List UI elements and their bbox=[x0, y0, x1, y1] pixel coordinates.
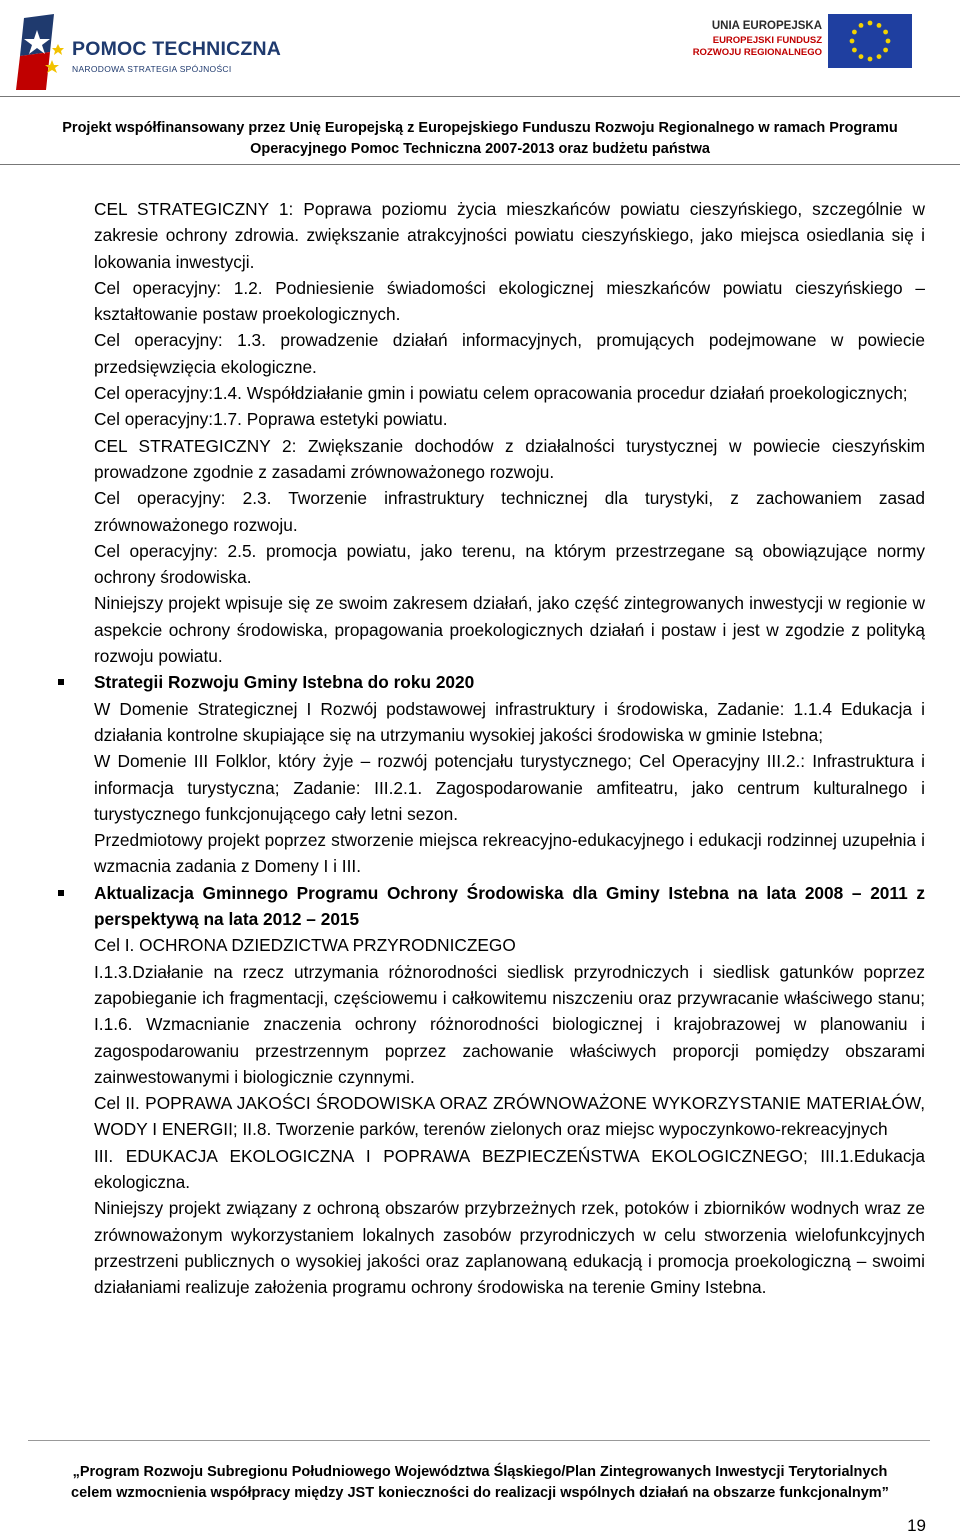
eu-logo-line1: UNIA EUROPEJSKA bbox=[711, 20, 822, 32]
eu-flag-icon bbox=[828, 14, 912, 68]
paragraph: CEL STRATEGICZNY 1: Poprawa poziomu życia mieszkańców powiatu cieszyńskiego, szczególnie w zakresie ochrony zdrowia. zwiększanie atrakcyjności powiatu cieszyńskiego, jako miejsca osiedlania się i lokowania inwestycji. bbox=[94, 199, 925, 272]
paragraph: Cel II. POPRAWA JAKOŚCI ŚRODOWISKA ORAZ ZRÓWNOWAŻONE WYKORZYSTANIE MATERIAŁÓW, WODY I ENERGII; II.8. Tworzenie parków, terenów zielonych oraz miejsc wypoczynkowo-rekreacyjnych bbox=[94, 1093, 925, 1140]
paragraph: W Domenie Strategicznej I Rozwój podstawowej infrastruktury i środowiska, Zadanie: 1.1.4 Edukacja i działania kontrolne skupiające się na utrzymaniu wysokiej jakości środowiska w gminie Istebna; bbox=[94, 698, 925, 745]
paragraph: CEL STRATEGICZNY 2: Zwiększanie dochodów z działalności turystycznej w powiecie cieszyńskim prowadzone zgodnie z zasadami zrównoważonego rozwoju. bbox=[94, 435, 925, 482]
eu-logo bbox=[690, 14, 912, 66]
paragraph: W Domenie III Folklor, który żyje – rozwój potencjału turystycznego; Cel Operacyjny III.2.: Infrastruktura i informacja turystyczna; Zadanie: III.2.1. Zagospodarowanie amfiteatru, jako centrum kulturalnego i turystycznego funkcjonującego cały letni sezon. bbox=[94, 751, 925, 824]
paragraph: Cel operacyjny:1.7. Poprawa estetyki powiatu. bbox=[94, 409, 448, 430]
paragraph: Cel operacyjny: 2.3. Tworzenie infrastruktury technicznej dla turystyki, z zachowaniem zasad zrównoważonego rozwoju. bbox=[94, 488, 925, 535]
footer-line-1: „Program Rozwoju Subregionu Południowego Województwa Śląskiego/Plan Zintegrowanych Inwestycji Terytorialnych bbox=[72, 1464, 888, 1480]
logo-subtitle: NARODOWA STRATEGIA SPÓJNOŚCI bbox=[72, 64, 232, 74]
bullet-heading-text: Strategii Rozwoju Gminy Istebna do roku 2020 bbox=[94, 672, 475, 693]
logo-title: POMOC TECHNICZNA bbox=[72, 38, 282, 60]
page-header bbox=[0, 0, 960, 165]
paragraph: Niniejszy projekt wpisuje się ze swoim zakresem działań, jako część zintegrowanych inwestycji w regionie w aspekcie ochrony środowiska, propagowania proekologicznych działań i postaw i jest w zgodzie z polityką rozwoju powiatu. bbox=[94, 593, 925, 667]
header-line-2: Operacyjnego Pomoc Techniczna 2007-2013 oraz budżetu państwa bbox=[250, 141, 710, 157]
paragraph: Cel operacyjny: 2.5. promocja powiatu, jako terenu, na którym przestrzegane są obowiązujące normy ochrony środowiska. bbox=[94, 540, 925, 588]
page-number: 19 bbox=[907, 1516, 926, 1535]
pomoc-techniczna-logo bbox=[10, 14, 282, 90]
header-divider bbox=[0, 96, 960, 97]
star-flag-icon bbox=[10, 14, 68, 90]
eu-logo-line2: EUROPEJSKI FUNDUSZ bbox=[712, 35, 822, 46]
paragraph: III. EDUKACJA EKOLOGICZNA I POPRAWA BEZPIECZEŃSTWA EKOLOGICZNEGO; III.1.Edukacja ekologiczna. bbox=[94, 1145, 925, 1192]
header-funding-note bbox=[0, 118, 960, 160]
paragraph: Niniejszy projekt związany z ochroną obszarów przybrzeżnych rzek, potoków i zbiorników wodnych wraz ze zrównoważonym wykorzystaniem lokalnych zasobów przyrodniczych w celu stworzenia wielofunkcyjnych przestrzeni publicznych o wysokiej jakości oraz zaplanowaną edukacją i promocja proekologiczną – swoimi działaniami realizuje założenia programu ochrony środowiska na terenie Gminy Istebna. bbox=[94, 1198, 925, 1298]
paragraph: Cel operacyjny:1.4. Współdziałanie gmin i powiatu celem opracowania procedur działań proekologicznych; bbox=[94, 383, 908, 404]
paragraph: Cel operacyjny: 1.2. Podniesienie świadomości ekologicznej mieszkańców powiatu cieszyńskiego – kształtowanie postaw proekologicznych. bbox=[94, 277, 925, 325]
footer-divider bbox=[28, 1440, 930, 1441]
bullet-heading bbox=[94, 669, 925, 695]
paragraph: Przedmiotowy projekt poprzez stworzenie miejsca rekreacyjno-edukacyjnego i edukacji rodzinnej uzupełnia i wzmacnia zadania z Domeny I i III. bbox=[94, 830, 925, 877]
document-body bbox=[94, 196, 925, 1300]
header-line-1: Projekt współfinansowany przez Unię Europejską z Europejskiego Funduszu Rozwoju Regionalnego w ramach Programu bbox=[62, 120, 898, 136]
footer-line-2: celem wzmocnienia współpracy między JST konieczności do realizacji wspólnych działań na obszarze funkcjonalnym” bbox=[71, 1485, 889, 1501]
paragraph: Cel I. OCHRONA DZIEDZICTWA PRZYRODNICZEGO bbox=[94, 935, 516, 956]
eu-logo-line3: ROZWOJU REGIONALNEGO bbox=[692, 47, 822, 58]
paragraph: Cel operacyjny: 1.3. prowadzenie działań informacyjnych, promujących podejmowane w powiecie przedsięwzięcia ekologiczne. bbox=[94, 330, 925, 377]
bullet-heading bbox=[94, 880, 925, 933]
header-divider-bottom bbox=[0, 164, 960, 165]
page-footer bbox=[0, 1462, 960, 1504]
paragraph: I.1.3.Działanie na rzecz utrzymania różnorodności siedlisk przyrodniczych i siedlisk gatunków poprzez zapobieganie ich fragmentacji, częściowemu i całkowitemu niszczeniu oraz przywracanie właściwego stanu; I.1.6. Wzmacnianie znaczenia ochrony różnorodności biologicznej i krajobrazowej w planowaniu i zagospodarowaniu przestrzennym poprzez zachowanie właściwych proporcji pomiędzy obszarami zainwestowanymi i biologicznie czynnymi. bbox=[94, 961, 925, 1087]
bullet-heading-text: Aktualizacja Gminnego Programu Ochrony Środowiska dla Gminy Istebna na lata 2008 – 2011 z perspektywą na lata 2012 – 2015 bbox=[94, 882, 925, 930]
